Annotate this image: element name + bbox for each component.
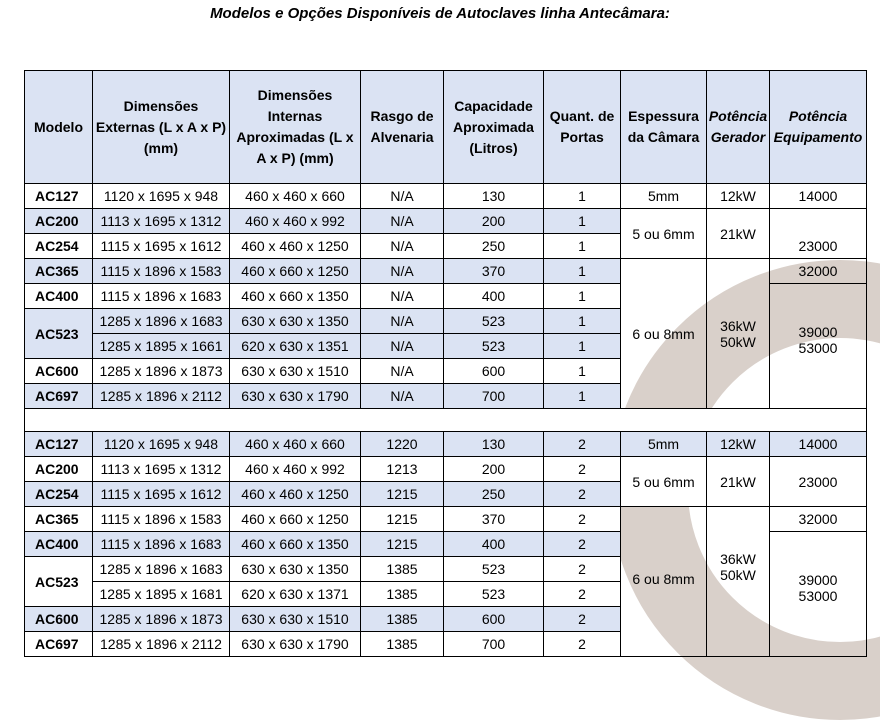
model-cell: AC365 bbox=[25, 259, 93, 284]
int-cell: 460 x 660 x 1350 bbox=[230, 284, 361, 309]
cap-cell: 523 bbox=[444, 557, 544, 582]
pot-gerador-cell bbox=[707, 507, 770, 657]
ext-cell: 1113 x 1695 x 1312 bbox=[93, 457, 230, 482]
pot-equip-cell: 32000 bbox=[770, 259, 867, 284]
portas-cell: 1 bbox=[544, 209, 621, 234]
ext-cell: 1120 x 1695 x 948 bbox=[93, 432, 230, 457]
int-cell: 460 x 460 x 660 bbox=[230, 432, 361, 457]
model-cell: AC697 bbox=[25, 632, 93, 657]
rasgo-cell: 1385 bbox=[361, 632, 444, 657]
cap-cell: 600 bbox=[444, 607, 544, 632]
portas-cell: 2 bbox=[544, 582, 621, 607]
rasgo-cell: N/A bbox=[361, 384, 444, 409]
cap-cell: 523 bbox=[444, 582, 544, 607]
rasgo-cell: 1220 bbox=[361, 432, 444, 457]
ext-cell: 1285 x 1895 x 1661 bbox=[93, 334, 230, 359]
espessura-cell: 5 ou 6mm bbox=[621, 457, 707, 507]
table-row bbox=[25, 457, 867, 482]
rasgo-cell: 1385 bbox=[361, 557, 444, 582]
model-cell: AC254 bbox=[25, 234, 93, 259]
rasgo-cell: 1215 bbox=[361, 507, 444, 532]
portas-cell: 1 bbox=[544, 284, 621, 309]
pot-equip-cell: 14000 bbox=[770, 432, 867, 457]
pot-gerador-cell: 12kW bbox=[707, 184, 770, 209]
pot-equip-value-2: 53000 bbox=[798, 588, 838, 604]
rasgo-cell: N/A bbox=[361, 359, 444, 384]
rasgo-cell: N/A bbox=[361, 259, 444, 284]
page-title: Modelos e Opções Disponíveis de Autoclaves linha Antecâmara: bbox=[210, 5, 670, 22]
header-rasgo: Rasgo de Alvenaria bbox=[361, 71, 444, 184]
model-cell: AC400 bbox=[25, 284, 93, 309]
pot-equip-cell: 32000 bbox=[770, 507, 867, 532]
cap-cell: 700 bbox=[444, 632, 544, 657]
ext-cell: 1115 x 1896 x 1583 bbox=[93, 507, 230, 532]
rasgo-cell: 1215 bbox=[361, 532, 444, 557]
portas-cell: 2 bbox=[544, 532, 621, 557]
header-espessura: Espessura da Câmara bbox=[621, 71, 707, 184]
table-row bbox=[25, 432, 867, 457]
header-dimensoes-internas: Dimensões Internas Aproximadas (L x A x P) (mm) bbox=[230, 71, 361, 184]
portas-cell: 1 bbox=[544, 359, 621, 384]
cap-cell: 600 bbox=[444, 359, 544, 384]
ext-cell: 1115 x 1896 x 1683 bbox=[93, 532, 230, 557]
header-capacidade: Capacidade Aproximada (Litros) bbox=[444, 71, 544, 184]
cap-cell: 250 bbox=[444, 482, 544, 507]
int-cell: 460 x 460 x 1250 bbox=[230, 234, 361, 259]
model-cell: AC600 bbox=[25, 359, 93, 384]
table-row bbox=[25, 184, 867, 209]
portas-cell: 2 bbox=[544, 482, 621, 507]
cap-cell: 200 bbox=[444, 457, 544, 482]
pot-equip-cell: 23000 bbox=[770, 457, 867, 507]
int-cell: 460 x 660 x 1250 bbox=[230, 259, 361, 284]
int-cell: 460 x 460 x 992 bbox=[230, 457, 361, 482]
portas-cell: 2 bbox=[544, 507, 621, 532]
rasgo-cell: 1385 bbox=[361, 582, 444, 607]
header-modelo: Modelo bbox=[25, 71, 93, 184]
ext-cell: 1115 x 1896 x 1583 bbox=[93, 259, 230, 284]
cap-cell: 370 bbox=[444, 259, 544, 284]
portas-cell: 1 bbox=[544, 184, 621, 209]
int-cell: 460 x 460 x 1250 bbox=[230, 482, 361, 507]
cap-cell: 250 bbox=[444, 234, 544, 259]
int-cell: 460 x 460 x 660 bbox=[230, 184, 361, 209]
pot-equip-value-1: 39000 bbox=[798, 324, 838, 340]
table-row bbox=[25, 209, 867, 234]
model-cell: AC697 bbox=[25, 384, 93, 409]
ext-cell: 1115 x 1695 x 1612 bbox=[93, 482, 230, 507]
ext-cell: 1113 x 1695 x 1312 bbox=[93, 209, 230, 234]
model-cell: AC523 bbox=[25, 309, 93, 359]
ext-cell: 1120 x 1695 x 948 bbox=[93, 184, 230, 209]
ext-cell: 1285 x 1896 x 1873 bbox=[93, 607, 230, 632]
portas-cell: 2 bbox=[544, 432, 621, 457]
model-cell: AC254 bbox=[25, 482, 93, 507]
espessura-cell: 5mm bbox=[621, 432, 707, 457]
int-cell: 460 x 660 x 1250 bbox=[230, 507, 361, 532]
section-divider bbox=[25, 409, 867, 432]
int-cell: 630 x 630 x 1790 bbox=[230, 632, 361, 657]
header-dimensoes-externas: Dimensões Externas (L x A x P) (mm) bbox=[93, 71, 230, 184]
pot-equip-cell bbox=[770, 532, 867, 657]
cap-cell: 370 bbox=[444, 507, 544, 532]
pot-gerador-cell: 12kW bbox=[707, 432, 770, 457]
ext-cell: 1285 x 1896 x 2112 bbox=[93, 384, 230, 409]
int-cell: 630 x 630 x 1510 bbox=[230, 359, 361, 384]
model-cell: AC600 bbox=[25, 607, 93, 632]
model-cell: AC127 bbox=[25, 184, 93, 209]
table-row bbox=[25, 259, 867, 284]
cap-cell: 130 bbox=[444, 184, 544, 209]
int-cell: 460 x 660 x 1350 bbox=[230, 532, 361, 557]
portas-cell: 2 bbox=[544, 457, 621, 482]
pot-equip-value-1: 39000 bbox=[798, 572, 838, 588]
pot-equip-cell bbox=[770, 284, 867, 409]
int-cell: 620 x 630 x 1371 bbox=[230, 582, 361, 607]
model-cell: AC200 bbox=[25, 209, 93, 234]
cap-cell: 523 bbox=[444, 309, 544, 334]
ext-cell: 1285 x 1896 x 1873 bbox=[93, 359, 230, 384]
rasgo-cell: N/A bbox=[361, 234, 444, 259]
portas-cell: 1 bbox=[544, 384, 621, 409]
pot-equip-value-2: 53000 bbox=[798, 340, 838, 356]
table-row bbox=[25, 507, 867, 532]
espessura-cell: 5mm bbox=[621, 184, 707, 209]
rasgo-cell: N/A bbox=[361, 284, 444, 309]
rasgo-cell: N/A bbox=[361, 184, 444, 209]
int-cell: 630 x 630 x 1790 bbox=[230, 384, 361, 409]
pot-equip-cell: 23000 bbox=[770, 209, 867, 259]
int-cell: 460 x 460 x 992 bbox=[230, 209, 361, 234]
model-cell: AC200 bbox=[25, 457, 93, 482]
pot-equip-cell: 14000 bbox=[770, 184, 867, 209]
ext-cell: 1285 x 1896 x 2112 bbox=[93, 632, 230, 657]
int-cell: 630 x 630 x 1350 bbox=[230, 557, 361, 582]
portas-cell: 1 bbox=[544, 259, 621, 284]
portas-cell: 2 bbox=[544, 607, 621, 632]
portas-cell: 1 bbox=[544, 334, 621, 359]
ext-cell: 1115 x 1695 x 1612 bbox=[93, 234, 230, 259]
portas-cell: 1 bbox=[544, 234, 621, 259]
header-potencia-gerador: Potência Gerador bbox=[707, 71, 770, 184]
cap-cell: 400 bbox=[444, 532, 544, 557]
pot-gerador-value-1: 36kW bbox=[720, 551, 756, 567]
rasgo-cell: N/A bbox=[361, 309, 444, 334]
int-cell: 630 x 630 x 1510 bbox=[230, 607, 361, 632]
rasgo-cell: 1215 bbox=[361, 482, 444, 507]
model-cell: AC365 bbox=[25, 507, 93, 532]
rasgo-cell: 1385 bbox=[361, 607, 444, 632]
espessura-cell: 5 ou 6mm bbox=[621, 209, 707, 259]
portas-cell: 1 bbox=[544, 309, 621, 334]
portas-cell: 2 bbox=[544, 632, 621, 657]
autoclave-options-table bbox=[24, 70, 867, 657]
rasgo-cell: 1213 bbox=[361, 457, 444, 482]
model-cell: AC400 bbox=[25, 532, 93, 557]
pot-gerador-cell: 21kW bbox=[707, 209, 770, 259]
pot-gerador-value-1: 36kW bbox=[720, 317, 756, 334]
portas-cell: 2 bbox=[544, 557, 621, 582]
ext-cell: 1285 x 1896 x 1683 bbox=[93, 309, 230, 334]
pot-gerador-cell: 21kW bbox=[707, 457, 770, 507]
cap-cell: 200 bbox=[444, 209, 544, 234]
cap-cell: 400 bbox=[444, 284, 544, 309]
ext-cell: 1285 x 1896 x 1683 bbox=[93, 557, 230, 582]
pot-gerador-cell bbox=[707, 259, 770, 409]
rasgo-cell: N/A bbox=[361, 334, 444, 359]
header-potencia-equipamento: Potência Equipamento bbox=[770, 71, 867, 184]
cap-cell: 523 bbox=[444, 334, 544, 359]
int-cell: 620 x 630 x 1351 bbox=[230, 334, 361, 359]
pot-gerador-value-2: 50kW bbox=[720, 333, 756, 350]
ext-cell: 1285 x 1895 x 1681 bbox=[93, 582, 230, 607]
model-cell: AC127 bbox=[25, 432, 93, 457]
model-cell: AC523 bbox=[25, 557, 93, 607]
ext-cell: 1115 x 1896 x 1683 bbox=[93, 284, 230, 309]
cap-cell: 130 bbox=[444, 432, 544, 457]
pot-gerador-value-2: 50kW bbox=[720, 567, 756, 583]
espessura-cell: 6 ou 8mm bbox=[621, 507, 707, 657]
header-portas: Quant. de Portas bbox=[544, 71, 621, 184]
rasgo-cell: N/A bbox=[361, 209, 444, 234]
cap-cell: 700 bbox=[444, 384, 544, 409]
espessura-cell: 6 ou 8mm bbox=[621, 259, 707, 409]
int-cell: 630 x 630 x 1350 bbox=[230, 309, 361, 334]
